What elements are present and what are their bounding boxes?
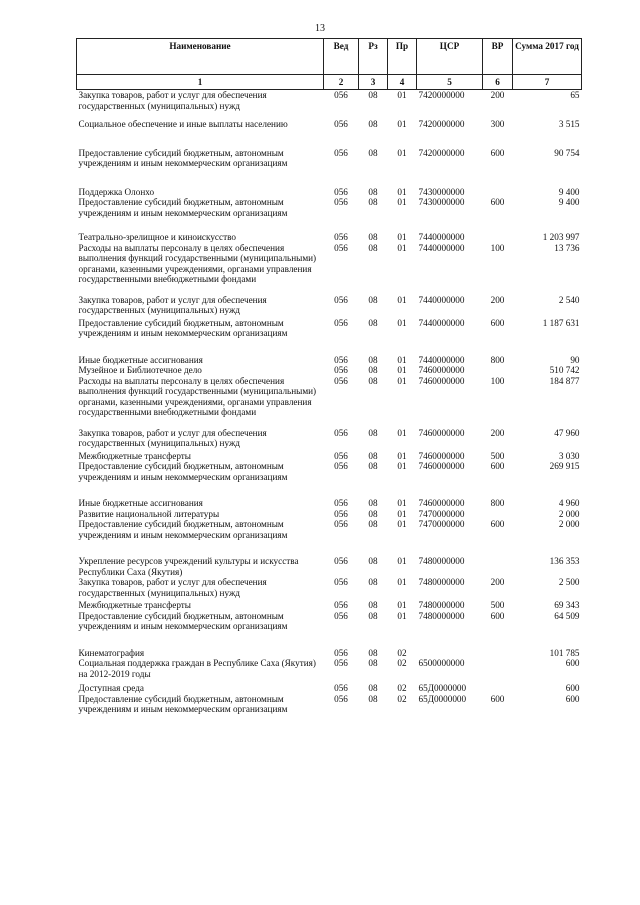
cell-csr: 7440000000 (418, 317, 465, 328)
cell-vr: 100 (490, 375, 505, 386)
cell-rz: 08 (368, 461, 378, 471)
cell-pr: 01 (397, 365, 407, 375)
cell-csr: 7420000000 (418, 147, 465, 158)
cell-ved: 056 (334, 693, 348, 704)
cell-pr: 01 (397, 600, 407, 610)
cell-vr: 200 (490, 577, 505, 587)
cell-rz: 08 (368, 365, 378, 375)
cell-ved: 056 (334, 450, 348, 461)
cell-csr: 6500000000 (418, 658, 465, 668)
cell-csr: 7420000000 (418, 90, 465, 100)
table-row (77, 611, 582, 648)
cell-vr: 600 (490, 461, 505, 471)
cell-csr: 7430000000 (418, 197, 465, 207)
cell-pr: 01 (397, 519, 407, 529)
table-row (77, 148, 582, 187)
cell-pr: 02 (397, 693, 407, 704)
cell-name: Иные бюджетные ассигнования (78, 498, 203, 508)
cell-rz: 08 (368, 647, 378, 658)
cell-name: Иные бюджетные ассигнования (78, 354, 203, 365)
cell-rz: 08 (368, 610, 378, 621)
cell-ved: 056 (334, 197, 348, 207)
cell-pr: 02 (397, 658, 407, 668)
cell-sum: 510 742 (549, 365, 580, 375)
cell-rz: 08 (368, 600, 378, 610)
table-row (77, 648, 582, 659)
cell-rz: 08 (368, 375, 378, 386)
table-row (77, 243, 582, 295)
cell-sum: 600 (565, 683, 580, 693)
cell-vr: 800 (490, 498, 505, 508)
cell-sum: 3 515 (558, 119, 580, 129)
cell-vr (483, 556, 513, 577)
header-vr: ВР (483, 39, 513, 75)
cell-pr: 01 (397, 427, 407, 438)
table-row (77, 683, 582, 694)
cell-pr: 01 (397, 147, 407, 158)
cell-csr: 7460000000 (418, 461, 465, 471)
cell-sum: 64 509 (554, 610, 580, 621)
cell-csr: 7460000000 (418, 498, 465, 508)
cell-vr: 800 (490, 354, 505, 365)
cell-csr: 7470000000 (418, 508, 465, 519)
table-row (77, 428, 582, 451)
cell-ved: 056 (334, 375, 348, 386)
table-row (77, 295, 582, 318)
cell-csr: 7440000000 (418, 242, 465, 253)
table-body (77, 90, 582, 715)
cell-vr: 200 (490, 294, 505, 305)
cell-vr: 200 (490, 427, 505, 438)
column-number: 6 (483, 75, 513, 90)
cell-name: Предоставление субсидий бюджетным, автономным учреждениям и иным некоммерческим организациям (78, 317, 288, 338)
cell-ved: 056 (334, 577, 348, 587)
table-row (77, 461, 582, 498)
cell-ved: 056 (334, 354, 348, 365)
cell-ved: 056 (334, 186, 348, 197)
column-number: 7 (513, 75, 582, 90)
cell-pr: 01 (397, 197, 407, 207)
cell-csr: 7460000000 (418, 375, 465, 386)
cell-name: Поддержка Олонхо (78, 186, 155, 197)
cell-ved: 056 (334, 317, 348, 328)
cell-rz: 08 (368, 147, 378, 158)
cell-pr: 01 (397, 498, 407, 508)
header-sum: Сумма 2017 год (513, 39, 582, 75)
cell-vr (483, 232, 513, 243)
cell-name: Доступная среда (78, 683, 144, 693)
cell-csr: 7470000000 (418, 519, 465, 529)
table-row (77, 119, 582, 148)
cell-csr: 65Д0000000 (418, 693, 467, 704)
header-name: Наименование (77, 39, 324, 75)
cell-rz: 08 (368, 119, 378, 129)
table-row (77, 577, 582, 600)
cell-pr: 01 (397, 317, 407, 328)
cell-ved: 056 (334, 90, 348, 100)
cell-name: Предоставление субсидий бюджетным, автономным учреждениям и иным некоммерческим организациям (78, 461, 288, 482)
cell-rz: 08 (368, 658, 378, 668)
table-row (77, 600, 582, 611)
cell-name: Межбюджетные трансферты (78, 600, 191, 610)
cell-rz: 08 (368, 508, 378, 519)
cell-rz: 08 (368, 317, 378, 328)
cell-rz: 08 (368, 354, 378, 365)
cell-rz: 08 (368, 519, 378, 529)
column-number: 4 (388, 75, 417, 90)
cell-rz: 08 (368, 197, 378, 207)
cell-ved: 056 (334, 683, 348, 693)
cell-rz: 08 (368, 556, 378, 566)
cell-csr: 7460000000 (418, 365, 465, 375)
cell-name: Укрепление ресурсов учреждений культуры и искусства Республики Саха (Якутия) (78, 556, 299, 577)
cell-rz: 08 (368, 90, 378, 100)
cell-csr: 7440000000 (418, 354, 465, 365)
cell-name: Расходы на выплаты персоналу в целях обеспечения выполнения функций государственными (муниципальными) органами, казенными учреждениями, органами управления государственными внебюджетными фондами (78, 375, 317, 417)
cell-vr: 500 (490, 450, 505, 461)
cell-pr: 01 (397, 577, 407, 587)
cell-name: Расходы на выплаты персоналу в целях обеспечения выполнения функций государственными (муниципальными) органами, казенными учреждениями, органами управления государственными внебюджетными фондами (78, 242, 317, 284)
column-number: 3 (359, 75, 388, 90)
cell-sum: 69 343 (554, 600, 580, 610)
cell-vr: 600 (490, 519, 505, 529)
cell-pr: 01 (397, 556, 407, 566)
cell-pr: 01 (397, 242, 407, 253)
cell-ved: 056 (334, 242, 348, 253)
cell-pr: 01 (397, 461, 407, 471)
table-row (77, 197, 582, 232)
cell-rz: 08 (368, 427, 378, 438)
cell-name: Музейное и Библиотечное дело (78, 365, 202, 375)
table-row (77, 376, 582, 428)
cell-ved: 056 (334, 610, 348, 621)
cell-vr (483, 187, 513, 198)
cell-vr: 600 (490, 610, 505, 621)
cell-pr: 01 (397, 232, 407, 242)
cell-pr: 01 (397, 354, 407, 365)
table-row (77, 232, 582, 243)
table-row (77, 498, 582, 509)
cell-sum: 9 400 (558, 197, 580, 207)
cell-ved: 056 (334, 294, 348, 305)
table-row (77, 509, 582, 520)
cell-sum: 600 (565, 658, 580, 668)
cell-sum: 2 500 (558, 577, 580, 587)
column-number-row (77, 75, 582, 90)
cell-name: Предоставление субсидий бюджетным, автономным учреждениям и иным некоммерческим организациям (78, 693, 288, 714)
cell-name: Закупка товаров, работ и услуг для обеспечения государственных (муниципальных) нужд (78, 90, 267, 111)
cell-csr: 7460000000 (418, 427, 465, 438)
cell-rz: 08 (368, 294, 378, 305)
cell-csr (417, 648, 483, 659)
header-row (77, 39, 582, 75)
column-number: 5 (417, 75, 483, 90)
cell-sum: 90 (570, 354, 580, 365)
cell-ved: 056 (334, 498, 348, 508)
cell-vr: 600 (490, 693, 505, 704)
cell-sum: 184 877 (549, 375, 580, 386)
cell-sum: 3 030 (558, 450, 580, 461)
cell-sum: 2 000 (558, 519, 580, 529)
cell-rz: 08 (368, 683, 378, 693)
cell-name: Социальное обеспечение и иные выплаты населению (78, 119, 288, 129)
cell-rz: 08 (368, 186, 378, 197)
cell-rz: 08 (368, 577, 378, 587)
cell-pr: 01 (397, 186, 407, 197)
cell-vr: 500 (490, 600, 505, 610)
cell-rz: 08 (368, 450, 378, 461)
cell-csr: 65Д0000000 (418, 683, 467, 693)
cell-name: Предоставление субсидий бюджетным, автономным учреждениям и иным некоммерческим организациям (78, 197, 288, 218)
cell-ved: 056 (334, 365, 348, 375)
table-row (77, 355, 582, 366)
cell-ved: 056 (334, 556, 348, 566)
cell-csr: 7480000000 (418, 600, 465, 610)
table-row (77, 658, 582, 683)
header-ved: Вед (324, 39, 359, 75)
cell-name: Предоставление субсидий бюджетным, автономным учреждениям и иным некоммерческим организациям (78, 519, 288, 540)
table-row (77, 556, 582, 577)
cell-ved: 056 (334, 232, 348, 242)
table-row (77, 187, 582, 198)
header-csr: ЦСР (417, 39, 483, 75)
cell-csr: 7480000000 (418, 610, 465, 621)
cell-vr (483, 648, 513, 659)
cell-sum: 90 754 (554, 147, 580, 158)
cell-name: Предоставление субсидий бюджетным, автономным учреждениям и иным некоммерческим организациям (78, 610, 288, 631)
cell-sum: 2 000 (558, 508, 580, 519)
cell-name: Закупка товаров, работ и услуг для обеспечения государственных (муниципальных) нужд (78, 577, 267, 598)
cell-name: Театрально-зрелищное и киноискусство (78, 232, 236, 242)
cell-ved: 056 (334, 600, 348, 610)
cell-pr: 01 (397, 294, 407, 305)
cell-vr: 300 (490, 119, 505, 129)
cell-sum: 2 540 (558, 294, 580, 305)
cell-csr: 7480000000 (418, 577, 465, 587)
cell-csr: 7430000000 (418, 186, 465, 197)
cell-vr: 200 (490, 90, 505, 100)
cell-vr (483, 658, 513, 683)
column-number: 1 (77, 75, 324, 90)
cell-ved: 056 (334, 427, 348, 438)
cell-sum: 600 (565, 693, 580, 704)
cell-sum: 65 (570, 90, 580, 100)
column-number: 2 (324, 75, 359, 90)
cell-vr: 600 (490, 197, 505, 207)
cell-vr: 100 (490, 242, 505, 253)
budget-table (76, 38, 582, 715)
cell-vr (483, 683, 513, 694)
table-row (77, 365, 582, 376)
table-row (77, 318, 582, 355)
cell-pr: 01 (397, 119, 407, 129)
cell-ved: 056 (334, 461, 348, 471)
cell-csr: 7440000000 (418, 294, 465, 305)
cell-sum: 101 785 (549, 647, 580, 658)
cell-sum: 269 915 (549, 461, 580, 471)
cell-ved: 056 (334, 647, 348, 658)
table-row (77, 451, 582, 462)
table-row (77, 694, 582, 715)
cell-rz: 08 (368, 693, 378, 704)
cell-pr: 01 (397, 375, 407, 386)
header-rz: Рз (359, 39, 388, 75)
cell-pr: 02 (397, 683, 407, 693)
cell-name: Закупка товаров, работ и услуг для обеспечения государственных (муниципальных) нужд (78, 427, 267, 448)
cell-sum: 1 203 997 (542, 232, 580, 242)
cell-sum: 47 960 (554, 427, 580, 438)
cell-pr: 01 (397, 450, 407, 461)
cell-name: Межбюджетные трансферты (78, 450, 191, 461)
cell-sum: 1 187 631 (542, 317, 580, 328)
cell-vr (483, 509, 513, 520)
cell-name: Развитие национальной литературы (78, 508, 220, 519)
table-row (77, 90, 582, 120)
cell-sum: 13 736 (554, 242, 580, 253)
cell-vr: 600 (490, 147, 505, 158)
table-row (77, 519, 582, 556)
cell-vr (483, 365, 513, 376)
cell-ved: 056 (334, 519, 348, 529)
cell-csr: 7440000000 (418, 232, 465, 242)
cell-pr: 02 (397, 647, 407, 658)
cell-vr: 600 (490, 317, 505, 328)
cell-name: Социальная поддержка граждан в Республике Саха (Якутия) на 2012-2019 годы (78, 658, 316, 679)
cell-csr: 7460000000 (418, 450, 465, 461)
cell-sum: 136 353 (549, 556, 580, 566)
cell-ved: 056 (334, 658, 348, 668)
cell-rz: 08 (368, 498, 378, 508)
cell-ved: 056 (334, 147, 348, 158)
page-number: 13 (315, 23, 325, 34)
cell-sum: 4 960 (558, 498, 580, 508)
cell-ved: 056 (334, 508, 348, 519)
cell-name: Закупка товаров, работ и услуг для обеспечения государственных (муниципальных) нужд (78, 294, 267, 315)
cell-csr: 7480000000 (418, 556, 465, 566)
cell-name: Предоставление субсидий бюджетным, автономным учреждениям и иным некоммерческим организациям (78, 147, 288, 168)
header-pr: Пр (388, 39, 417, 75)
cell-csr: 7420000000 (418, 119, 465, 129)
cell-sum: 9 400 (558, 186, 580, 197)
cell-pr: 01 (397, 508, 407, 519)
cell-pr: 01 (397, 90, 407, 100)
cell-rz: 08 (368, 242, 378, 253)
cell-rz: 08 (368, 232, 378, 242)
cell-ved: 056 (334, 119, 348, 129)
cell-name: Кинематография (78, 647, 145, 658)
cell-pr: 01 (397, 610, 407, 621)
